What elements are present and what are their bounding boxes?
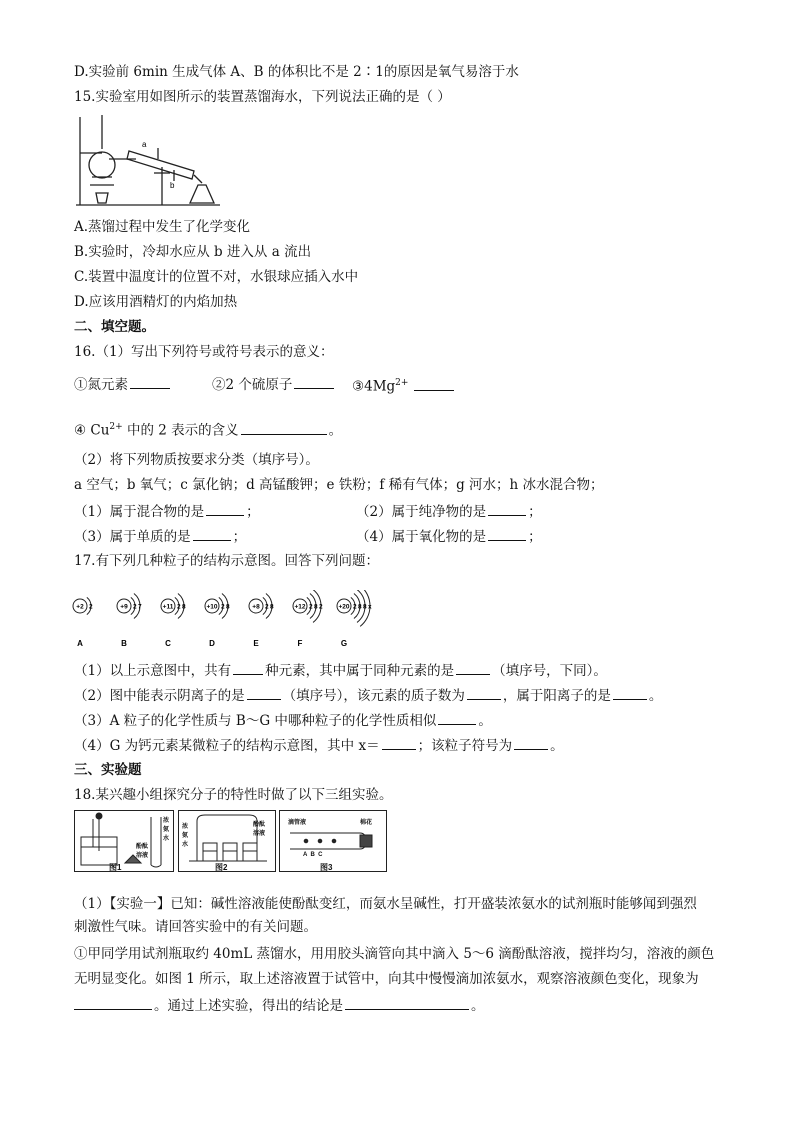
answer-blank[interactable] bbox=[241, 420, 327, 435]
answer-blank[interactable] bbox=[488, 501, 526, 516]
particle-label: B bbox=[121, 639, 127, 648]
q16-class1: （1）属于混合物的是 ； bbox=[74, 501, 260, 521]
electron-count: 2 bbox=[221, 603, 225, 611]
q16-item2: ②2 个硫原子 bbox=[212, 374, 336, 394]
q15-stem: 15.实验室用如图所示的装置蒸馏海水，下列说法正确的是（ ） bbox=[74, 89, 451, 105]
answer-blank[interactable] bbox=[414, 376, 454, 391]
fig3-label-cotton: 棉花 bbox=[360, 820, 373, 826]
nucleus-charge: +8 bbox=[252, 603, 260, 611]
answer-blank[interactable] bbox=[456, 660, 490, 675]
q16-part2-stem: （2）将下列物质按要求分类（填序号）。 bbox=[74, 452, 319, 468]
fig2-label-ammonia: 浓氨水 bbox=[182, 824, 189, 848]
electron-count: 8 bbox=[182, 603, 186, 611]
particle-D bbox=[205, 593, 230, 648]
particle-B bbox=[117, 593, 142, 648]
fig3-point-labels: A B C bbox=[303, 852, 323, 858]
particle-G bbox=[337, 590, 372, 648]
q14-option-d: D.实验前 6min 生成气体 A、B 的体积比不是 2∶1的原因是氧气易溶于水 bbox=[74, 64, 519, 80]
nucleus-charge: +20 bbox=[338, 603, 350, 611]
q15-option-a: A.蒸馏过程中发生了化学变化 bbox=[74, 219, 251, 235]
nucleus-charge: +9 bbox=[120, 603, 128, 611]
section-3-heading: 三、实验题 bbox=[74, 762, 142, 778]
particle-label: F bbox=[297, 639, 303, 648]
electron-count: 7 bbox=[138, 603, 142, 611]
fig3-caption: 图3 bbox=[320, 863, 333, 872]
q17-sub4: （4）G 为钙元素某微粒子的结构示意图，其中 x＝ ；该粒子符号为 。 bbox=[74, 735, 564, 755]
particle-E bbox=[249, 593, 274, 648]
q16-item3: $③4Mg^{2+}$ bbox=[352, 374, 456, 396]
answer-blank[interactable] bbox=[233, 660, 263, 675]
electron-count: 2 bbox=[309, 603, 313, 611]
answer-blank[interactable] bbox=[74, 995, 152, 1010]
distillation-apparatus-figure bbox=[74, 113, 222, 209]
electron-count: 2 bbox=[133, 603, 137, 611]
particle-label: E bbox=[253, 639, 259, 648]
q16-part1-stem: 16.（1）写出下列符号或符号表示的意义： bbox=[74, 344, 334, 360]
nucleus-charge: +10 bbox=[206, 603, 218, 611]
q15-option-d: D.应该用酒精灯的内焰加热 bbox=[74, 294, 238, 310]
q16-item1: ①氮元素 bbox=[74, 374, 172, 394]
particle-label: C bbox=[165, 639, 171, 648]
electron-count: 8 bbox=[363, 603, 367, 611]
particle-label: G bbox=[340, 639, 348, 648]
answer-blank[interactable] bbox=[294, 374, 334, 389]
particle-C bbox=[161, 593, 186, 648]
nucleus-charge: +11 bbox=[162, 603, 174, 611]
particle-A bbox=[73, 597, 93, 648]
electron-count: 8 bbox=[314, 603, 318, 611]
answer-blank[interactable] bbox=[130, 374, 170, 389]
nucleus-charge: +2 bbox=[76, 603, 84, 611]
q18-paragraph-line3: ①甲同学用试剂瓶取约 40mL 蒸馏水，用用胶头滴管向其中滴入 5～6 滴酚酞溶液，搅拌均匀，溶液的颜色 bbox=[74, 946, 715, 962]
answer-blank[interactable] bbox=[247, 685, 281, 700]
electron-count: 2 bbox=[319, 603, 323, 611]
q15-fig-label-b: b bbox=[170, 181, 175, 190]
q18-paragraph-line4: 无明显变化。如图 1 所示，取上述溶液置于试管中，向其中慢慢滴加浓氨水，观察溶液颜色变化，现象为 bbox=[74, 971, 699, 987]
q17-sub2: （2）图中能表示阴离子的是 （填序号），该元素的质子数为 ，属于阳离子的是 。 bbox=[74, 685, 662, 705]
answer-blank[interactable] bbox=[514, 735, 548, 750]
electron-count: 8 bbox=[358, 603, 362, 611]
q15-option-c: C.装置中温度计的位置不对，水银球应插入水中 bbox=[74, 269, 359, 285]
electron-count: 8 bbox=[270, 603, 274, 611]
atom-structure-diagrams bbox=[70, 590, 390, 652]
particle-label: D bbox=[209, 639, 215, 648]
electron-count: 8 bbox=[226, 603, 230, 611]
q18-paragraph-line2: 刺激性气味。请回答实验中的有关问题。 bbox=[74, 919, 317, 935]
q17-sub1: （1）以上示意图中，共有 种元素，其中属于同种元素的是 （填序号，下同）。 bbox=[74, 660, 607, 680]
answer-blank[interactable] bbox=[193, 526, 231, 541]
q15-fig-label-a: a bbox=[142, 140, 147, 149]
section-2-heading: 二、填空题。 bbox=[74, 319, 155, 335]
electron-count: x bbox=[368, 603, 372, 611]
fig3-label-dropper: 滴管液 bbox=[288, 820, 307, 826]
q17-sub3: （3）A 粒子的化学性质与 B～G 中哪种粒子的化学性质相似 。 bbox=[74, 710, 492, 730]
q15-option-b: B.实验时，冷却水应从 b 进入从 a 流出 bbox=[74, 244, 312, 260]
answer-blank[interactable] bbox=[438, 710, 476, 725]
q16-materials: a 空气；b 氧气；c 氯化钠；d 高锰酸钾；e 铁粉；f 稀有气体；g 河水；h 冰水混合物； bbox=[74, 477, 604, 493]
q16-class3: （3）属于单质的是 ； bbox=[74, 526, 246, 546]
fig1-caption: 图1 bbox=[109, 863, 122, 872]
electron-count: 2 bbox=[89, 603, 93, 611]
fig1-label-ammonia: 浓氨水 bbox=[163, 818, 170, 842]
answer-blank[interactable] bbox=[382, 735, 416, 750]
answer-blank[interactable] bbox=[613, 685, 647, 700]
q18-stem: 18.某兴趣小组探究分子的特性时做了以下三组实验。 bbox=[74, 787, 393, 803]
fig1-label-phenolphthalein: 酚酞溶液 bbox=[136, 844, 149, 859]
electron-count: 2 bbox=[353, 603, 357, 611]
answer-blank[interactable] bbox=[206, 501, 244, 516]
experiment-figure-2 bbox=[178, 810, 276, 872]
nucleus-charge: +12 bbox=[294, 603, 306, 611]
q17-stem: 17.有下列几种粒子的结构示意图。回答下列问题： bbox=[74, 553, 379, 569]
q16-item4: ④ $Cu^{2+}$ 中的 2 表示的含义 。 bbox=[74, 418, 342, 440]
electron-count: 2 bbox=[177, 603, 181, 611]
particle-label: A bbox=[77, 639, 83, 648]
q18-paragraph-line5: 。通过上述实验，得出的结论是 。 bbox=[74, 995, 485, 1015]
q16-class4: （4）属于氧化物的是 ； bbox=[356, 526, 542, 546]
q16-class2: （2）属于纯净物的是 ； bbox=[356, 501, 542, 521]
experiment-figure-3 bbox=[279, 810, 387, 872]
fig2-label-phenolphthalein: 酚酞溶液 bbox=[253, 822, 266, 837]
answer-blank[interactable] bbox=[488, 526, 526, 541]
answer-blank[interactable] bbox=[467, 685, 501, 700]
fig2-caption: 图2 bbox=[215, 863, 228, 872]
experiment-figure-1 bbox=[74, 810, 174, 872]
answer-blank[interactable] bbox=[345, 995, 469, 1010]
particle-F bbox=[293, 590, 323, 648]
q18-paragraph-line1: （1）【实验一】已知：碱性溶液能使酚酞变红，而氨水呈碱性，打开盛装浓氨水的试剂瓶时能够闻到强烈 bbox=[74, 896, 697, 912]
electron-count: 2 bbox=[265, 603, 269, 611]
